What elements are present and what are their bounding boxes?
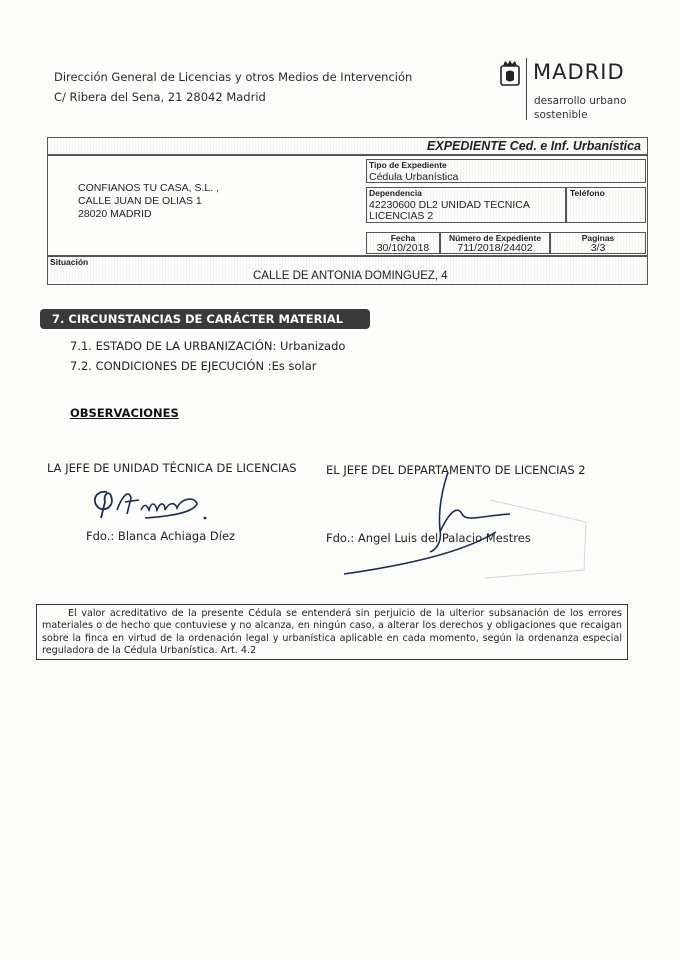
recipient-city: 28020 MADRID <box>78 208 152 220</box>
observaciones-heading: OBSERVACIONES <box>70 406 179 420</box>
expediente-box <box>47 155 648 256</box>
section-7-item-2: 7.2. CONDICIONES DE EJECUCIÓN :Es solar <box>70 359 317 373</box>
recipient-street: CALLE JUAN DE OLIAS 1 <box>78 195 202 207</box>
right-handwritten-signature <box>340 470 590 580</box>
right-signer-role: EL JEFE DEL DEPARTAMENTO DE LICENCIAS 2 <box>326 463 586 477</box>
section-7-item-1: 7.1. ESTADO DE LA URBANIZACIÓN: Urbanizado <box>70 339 346 353</box>
legal-disclaimer-text: El valor acreditativo de la presente Cédula se entenderá sin perjuicio de la ulterior subsanación de los errores materiales o de hecho que contuviese y no alcanza, en ningún caso, a alterar los derechos y obligaciones que recaigan sobre la finca en virtud de la ordenación legal y urbanística aplicable en cada momento, según la ordenanza especial reguladora de la Cédula Urbanística. Art. 4.2 <box>42 608 622 657</box>
numero-label: Número de Expediente <box>448 233 542 243</box>
madrid-coat-of-arms-icon <box>500 60 520 86</box>
department-name: Dirección General de Licencias y otros Medios de Intervención <box>54 70 413 84</box>
tipo-label: Tipo de Expediente <box>369 160 447 170</box>
expediente-title-bar <box>47 137 648 155</box>
situacion-value: CALLE DE ANTONIA DOMINGUEZ, 4 <box>253 270 448 282</box>
situacion-label: Situación <box>50 257 89 267</box>
logo-subtitle-1: desarrollo urbano <box>534 95 627 107</box>
numero-value: 711/2018/24402 <box>457 242 533 254</box>
legal-disclaimer <box>36 604 628 660</box>
dependencia-value-2: LICENCIAS 2 <box>369 210 434 222</box>
left-handwritten-signature <box>85 484 215 526</box>
recipient-name: CONFIANOS TU CASA, S.L. , <box>78 182 220 194</box>
dependencia-label: Dependencia <box>369 188 422 198</box>
paginas-box <box>550 232 646 254</box>
left-signer-name: Fdo.: Blanca Achiaga Díez <box>86 529 236 543</box>
logo-divider <box>526 58 527 120</box>
expediente-title: EXPEDIENTE Ced. e Inf. Urbanística <box>427 139 641 153</box>
dependencia-box <box>366 187 566 223</box>
tipo-value: Cédula Urbanística <box>369 171 459 183</box>
section-7-title: 7. CIRCUNSTANCIAS DE CARÁCTER MATERIAL <box>40 309 370 329</box>
telefono-label: Teléfono <box>570 188 605 198</box>
right-signer-name: Fdo.: Angel Luis del Palacio Mestres <box>326 531 531 545</box>
fecha-value: 30/10/2018 <box>376 242 430 254</box>
dependencia-value-1: 42230600 DL2 UNIDAD TECNICA <box>369 199 530 211</box>
logo-wordmark: MADRID <box>533 60 625 84</box>
left-signer-role: LA JEFE DE UNIDAD TÉCNICA DE LICENCIAS <box>47 461 297 475</box>
telefono-box <box>566 187 646 223</box>
logo-subtitle-2: sostenible <box>534 109 588 121</box>
situacion-box <box>47 256 648 285</box>
numero-expediente-box <box>440 232 550 254</box>
department-address: C/ Ribera del Sena, 21 28042 Madrid <box>54 90 266 104</box>
tipo-expediente-box <box>366 159 646 183</box>
fecha-box <box>366 232 440 254</box>
paginas-value: 3/3 <box>590 242 606 254</box>
fecha-label: Fecha <box>390 233 416 243</box>
paginas-label: Paginas <box>581 233 615 243</box>
